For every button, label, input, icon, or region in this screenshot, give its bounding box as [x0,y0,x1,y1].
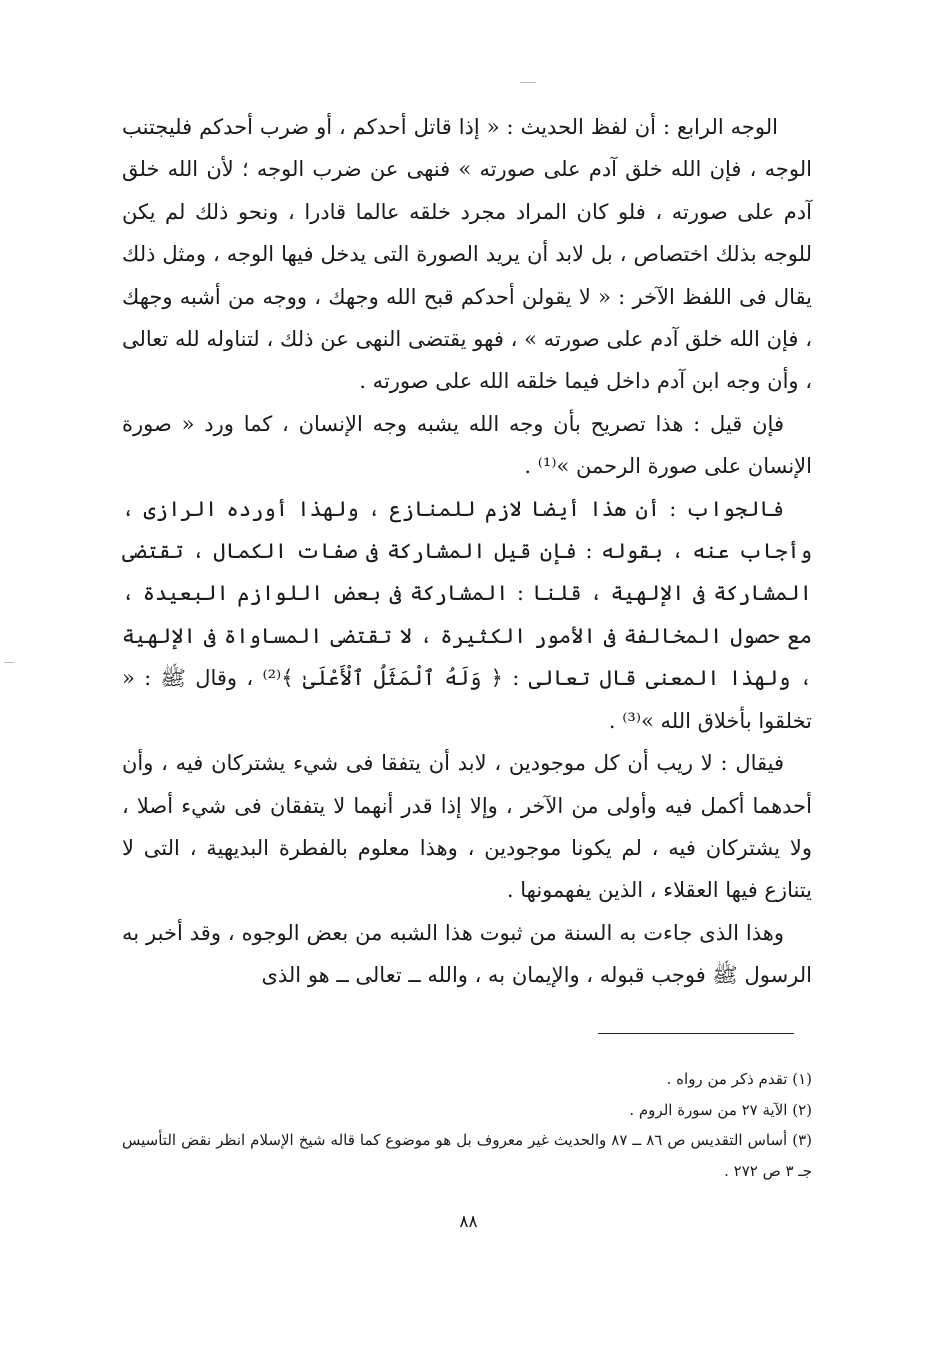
paragraph-fourth-aspect: الوجه الرابع : أن لفظ الحديث : « إذا قاتل أحدكم ، أو ضرب أحدكم فليجتنب الوجه ، فإن الله خلق آدم على صورته » فنهى عن ضرب الوجه ؛ لأن الله خلق آدم على صورته ، فلو كان المراد مجرد خلقه عالما قادرا ، ونحو ذلك لم يكن للوجه بذلك اختصاص ، بل لابد أن يريد الصورة التى يدخل فيها الوجه ، ومثل ذلك يقال فى اللفظ الآخر : « لا يقولن أحدكم قبح الله وجهك ، ووجه من أشبه وجهك ، فإن الله خلق آدم على صورته » ، فهو يقتضى النهى عن ذلك ، لتناوله لله تعالى ، وأن وجه ابن آدم داخل فيما خلقه الله على صورته . [122,115,812,394]
main-text [122,106,812,997]
footnote-3: (٣) أساس التقديس ص ٨٦ ــ ٨٧ والحديث غير معروف بل هو موضوع كما قاله شيخ الإسلام انظر نقض التأسيس جـ ٣ ص ٢٧٢ . [122,1131,813,1180]
paragraph-conclusion: وهذا الذى جاءت به السنة من ثبوت هذا الشبه من بعض الوجوه ، وقد أخبر به الرسول ﷺ فوجب قبوله ، والإيمان به ، والله ــ تعالى ــ هو الذى [122,920,812,988]
page-number: ٨٨ [459,1212,478,1232]
paragraph-objection: فإن قيل : هذا تصريح بأن وجه الله يشبه وجه الإنسان ، كما ورد « صورة الإنسان على صورة الرحمن »⁽¹⁾ . [122,411,812,479]
paragraph-rebuttal: فيقال : لا ريب أن كل موجودين ، لابد أن يتفقا فى شيء يشتركان فيه ، وأن أحدهما أكمل فيه وأولى من الآخر ، وإلا إذا قدر أنهما لا يتفقان فى شيء أصلا ، ولا يشتركان فيه ، لم يكونا موجودين ، وهذا معلوم بالفطرة البديهية ، التى لا يتنازع فيها العقلاء ، الذين يفهمونها . [122,751,812,903]
footnotes [122,1064,812,1186]
paragraph-answer: فالجواب : أن هذا أيضا لازم للمنازع ، ولهذا أورده الرازى ، وأجاب عنه ، بقوله : فإن قيل المشاركة فى صفات الكمال ، تقتضى المشاركة فى الإلهية ، قلنا : المشاركة فى بعض اللوازم البعيدة ، مع حصول المخالفة فى الأمور الكثيرة ، لا تقتضى المساواة فى الإلهية ، ولهذا المعنى قال تعالى : ﴿ وَلَهُ ٱلْمَثَلُ ٱلْأَعْلَىٰ ﴾⁽²⁾ ، وقال ﷺ : « تخلقوا بأخلاق الله »⁽³⁾ . [122,496,812,733]
scan-mark-side [4,662,14,663]
footnote-separator [598,1033,794,1034]
footnote-1: (١) تقدم ذكر من رواه . [666,1070,812,1088]
scan-mark-top [520,82,536,83]
footnote-2: (٢) الآية ٢٧ من سورة الروم . [629,1100,812,1119]
